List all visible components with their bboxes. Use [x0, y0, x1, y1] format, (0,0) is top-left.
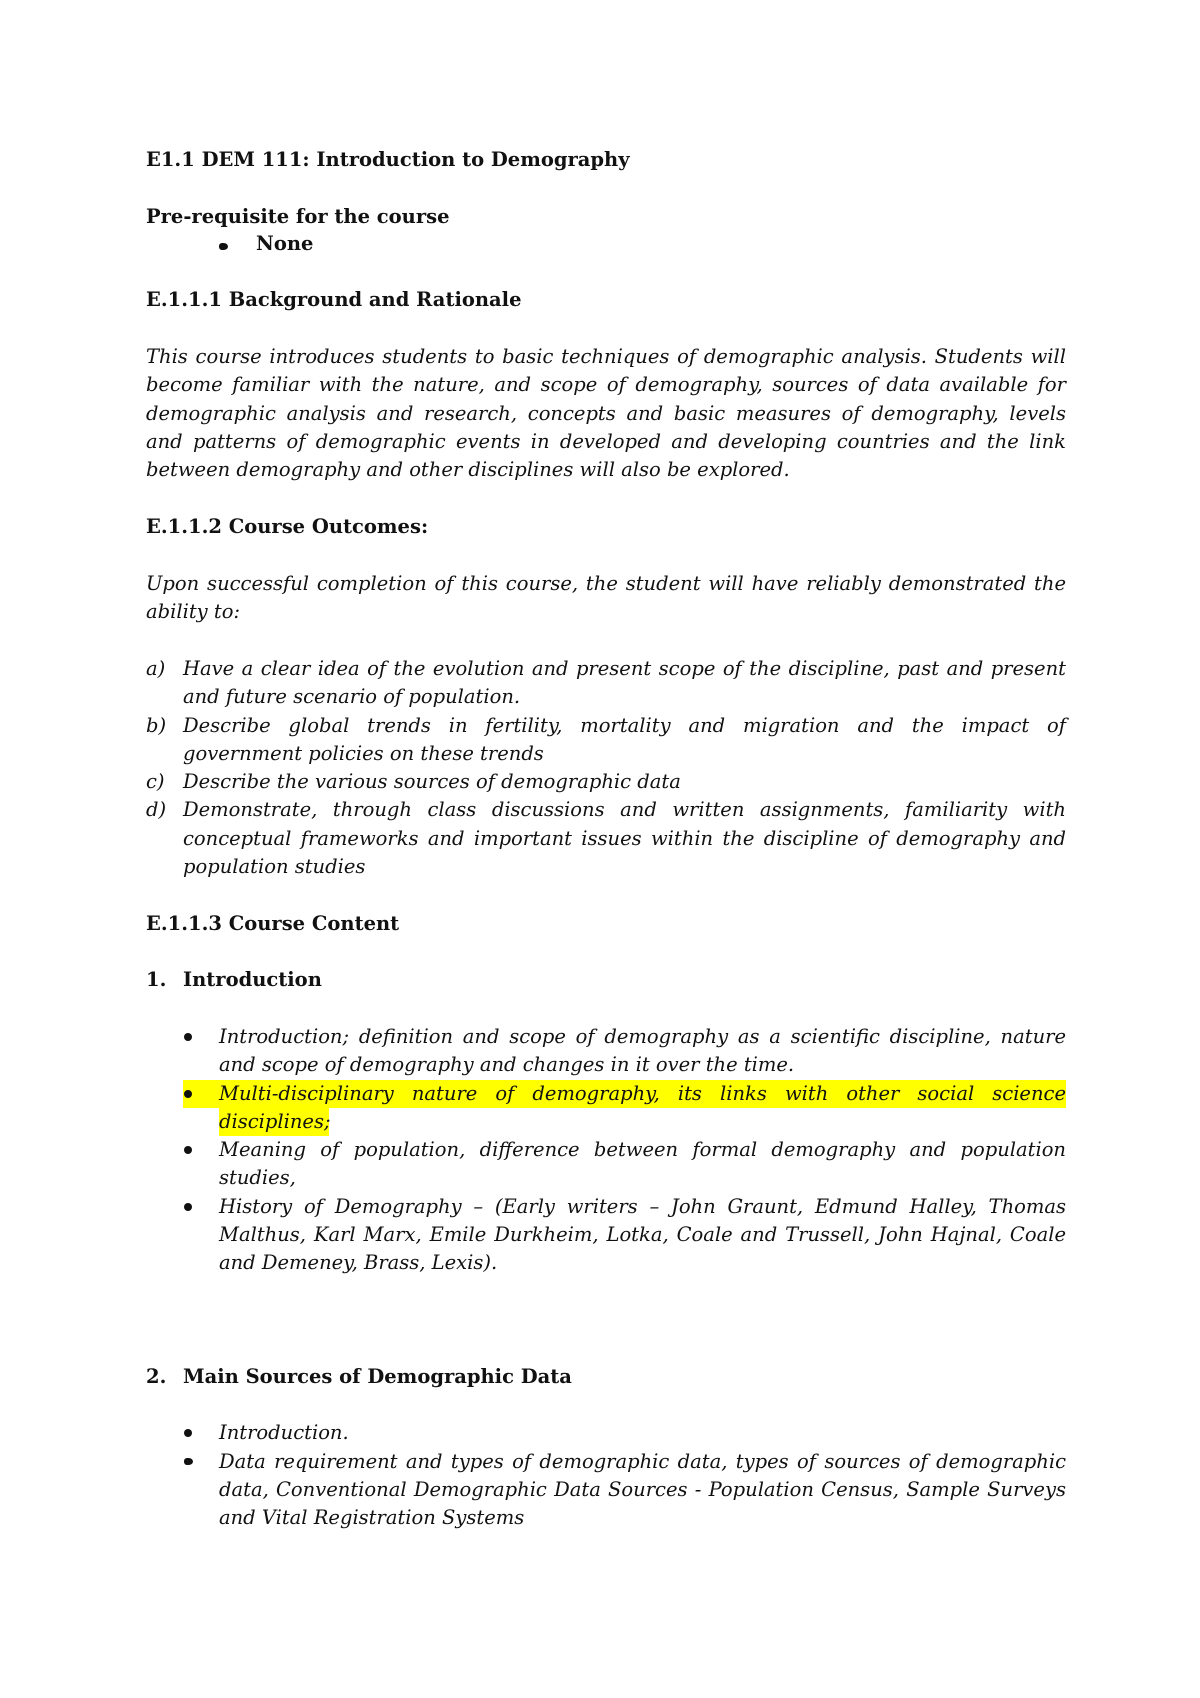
background-line: become familiar with the nature, and scope of demography, sources of data available for: [146, 373, 1066, 396]
outcome-marker: a): [146, 657, 166, 680]
bullet-icon: [184, 1429, 192, 1437]
outcomes-intro-line: Upon successful completion of this course, the student will have reliably demonstrated the: [146, 572, 1066, 595]
prereq-heading: Pre-requisite for the course: [146, 205, 450, 228]
outcome-marker: c): [146, 770, 165, 793]
outcome-marker: d): [146, 798, 167, 821]
section-title: Main Sources of Demographic Data: [183, 1365, 572, 1388]
outcomes-heading: E.1.1.2 Course Outcomes:: [146, 515, 429, 538]
background-heading: E.1.1.1 Background and Rationale: [146, 288, 522, 311]
bullet-icon: [184, 1203, 192, 1211]
content-bullet-line: Data requirement and types of demographic data, types of sources of demographic: [219, 1450, 1066, 1473]
outcome-line: and future scenario of population.: [183, 685, 521, 708]
outcome-line: government policies on these trends: [183, 742, 544, 765]
content-bullet-line: Meaning of population, difference between formal demography and population: [219, 1138, 1066, 1161]
outcome-line: Have a clear idea of the evolution and present scope of the discipline, past and present: [183, 657, 1066, 680]
section-number: 1.: [146, 968, 167, 991]
content-bullet-line: and Demeney, Brass, Lexis).: [219, 1251, 498, 1274]
outcome-line: conceptual frameworks and important issues within the discipline of demography and: [183, 827, 1066, 850]
outcome-line: Describe global trends in fertility, mortality and migration and the impact of: [183, 714, 1066, 737]
outcome-line: Describe the various sources of demographic data: [183, 770, 681, 793]
content-bullet-line: Malthus, Karl Marx, Emile Durkheim, Lotka, Coale and Trussell, John Hajnal, Coale: [219, 1223, 1066, 1246]
background-line: demographic analysis and research, concepts and basic measures of demography, levels: [146, 402, 1066, 425]
background-line: between demography and other disciplines will also be explored.: [146, 458, 790, 481]
content-bullet-line: and Vital Registration Systems: [219, 1506, 525, 1529]
background-line: and patterns of demographic events in developed and developing countries and the link: [146, 430, 1066, 453]
content-bullet-line: History of Demography – (Early writers – John Graunt, Edmund Halley, Thomas: [219, 1195, 1066, 1218]
bullet-icon: [184, 1090, 192, 1098]
section-number: 2.: [146, 1365, 167, 1388]
content-bullet-line-highlighted: Multi-disciplinary nature of demography, its links with other social science: [219, 1082, 1066, 1105]
outcome-line: population studies: [183, 855, 366, 878]
prereq-item: None: [256, 232, 314, 255]
content-bullet-line: and scope of demography and changes in it over the time.: [219, 1053, 795, 1076]
bullet-icon: [184, 1033, 192, 1041]
outcomes-intro-line: ability to:: [146, 600, 241, 623]
outcome-line: Demonstrate, through class discussions and written assignments, familiarity with: [183, 798, 1066, 821]
background-line: This course introduces students to basic techniques of demographic analysis. Students will: [146, 345, 1066, 368]
content-heading: E.1.1.3 Course Content: [146, 912, 400, 935]
content-bullet-line: Introduction.: [219, 1421, 349, 1444]
content-bullet-line: studies,: [219, 1166, 296, 1189]
content-bullet-line: Introduction; definition and scope of demography as a scientific discipline, nature: [219, 1025, 1066, 1048]
bullet-arrow-icon: [219, 243, 228, 250]
outcome-marker: b): [146, 714, 167, 737]
content-bullet-line-highlighted: disciplines;: [219, 1110, 331, 1133]
content-bullet-line: data, Conventional Demographic Data Sources - Population Census, Sample Surveys: [219, 1478, 1066, 1501]
bullet-icon: [184, 1146, 192, 1154]
course-title: E1.1 DEM 111: Introduction to Demography: [146, 148, 630, 171]
bullet-arrow-icon: [184, 1458, 193, 1465]
section-title: Introduction: [183, 968, 322, 991]
